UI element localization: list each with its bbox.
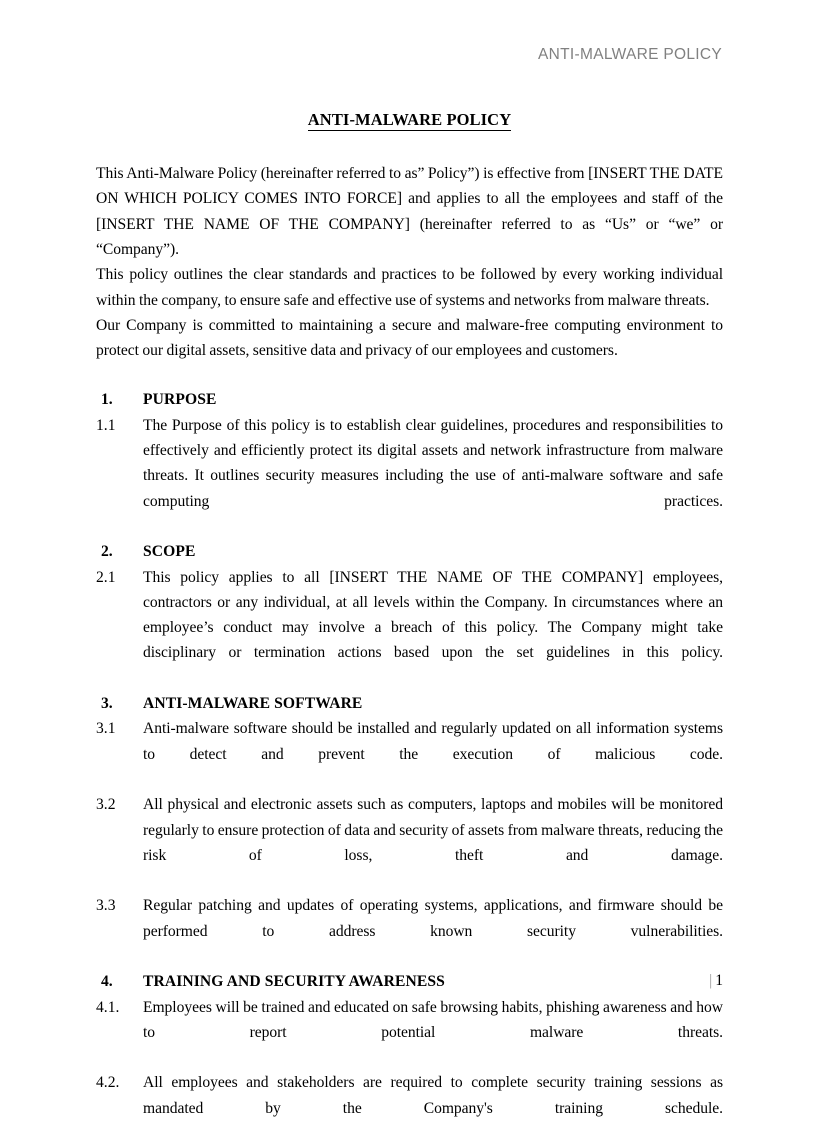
page-title [96,108,723,131]
clause-number: 1.1 [96,416,116,434]
page-footer [96,972,723,991]
section-label: SCOPE [143,543,196,561]
section-label: TRAINING AND SECURITY AWARENESS [143,973,445,991]
intro-paragraph-3: Our Company is committed to maintaining a secure and malware-free computing environment to protect our digital assets, sensitive data and privacy of our employees and customers. [96,316,723,360]
running-header: ANTI-MALWARE POLICY [538,46,722,63]
clause-number: 3.2 [96,796,116,814]
spacer [96,363,723,387]
section-heading-2 [96,539,723,564]
clause-number: 4.1. [96,998,120,1016]
section-number: 2. [101,543,113,561]
section-heading-3 [96,691,723,716]
clause-text: This policy applies to all [INSERT THE NAME OF THE COMPANY] employees, contractors or any individual, at all levels within the Company. In circumstances where an employee’s conduct may involve a breach of this policy. The Company might take disciplinary or termination actions based upon the set guidelines in this policy. [143,568,723,662]
section-number: 1. [101,391,113,409]
section-label: PURPOSE [143,391,217,409]
clause-text: All physical and electronic assets such as computers, laptops and mobiles will be monitored regularly to ensure protection of data and security of assets from malware threats, reducing the risk of loss, theft and damage. [143,796,723,864]
clause-text: Regular patching and updates of operating systems, applications, and firmware should be performed to address known security vulnerabilities. [143,897,723,940]
page-number: 1 [715,972,723,989]
clause-number: 4.2. [96,1074,120,1092]
clause-number: 3.3 [96,897,116,915]
clause-4-2 [96,1070,723,1146]
footer-separator: | [709,972,713,989]
clause-3-1 [96,716,723,792]
clause-number: 2.1 [96,568,116,586]
intro-paragraph-2: This policy outlines the clear standards and practices to be followed by every working individual within the company, to ensure safe and effective use of systems and networks from malware threats. [96,266,723,309]
section-number: 4. [101,973,113,991]
section-number: 3. [101,695,113,713]
clause-2-1 [96,565,723,691]
section-heading-1 [96,387,723,412]
clause-3-3 [96,893,723,969]
page-title-text: ANTI-MALWARE POLICY [307,110,512,129]
clause-text: All employees and stakeholders are required to complete security training sessions as mandated by the Company's training schedule. [143,1074,723,1117]
clause-text: Anti-malware software should be installed and regularly updated on all information systems to detect and prevent the execution of malicious code. [143,720,723,763]
clause-3-2 [96,792,723,893]
intro-paragraph-1: This Anti-Malware Policy (hereinafter referred to as” Policy”) is effective from [INSERT THE DATE ON WHICH POLICY COMES INTO FORCE] and applies to all the employees and staff of the [INSERT THE NAME OF THE COMPANY] (hereinafter referred to as “Us” or “we” or “Company”). [96,165,723,258]
clause-text: Employees will be trained and educated on safe browsing habits, phishing awareness and how to report potential malware threats. [143,998,723,1041]
clause-text: The Purpose of this policy is to establish clear guidelines, procedures and responsibilities to effectively and efficiently protect its digital assets and network infrastructure from malware threats. It outlines security measures including the use of anti-malware software and safe computing practices. [143,416,723,510]
clause-number: 3.1 [96,720,116,738]
clause-1-1 [96,413,723,539]
clause-4-1 [96,995,723,1071]
section-label: ANTI-MALWARE SOFTWARE [143,695,363,713]
